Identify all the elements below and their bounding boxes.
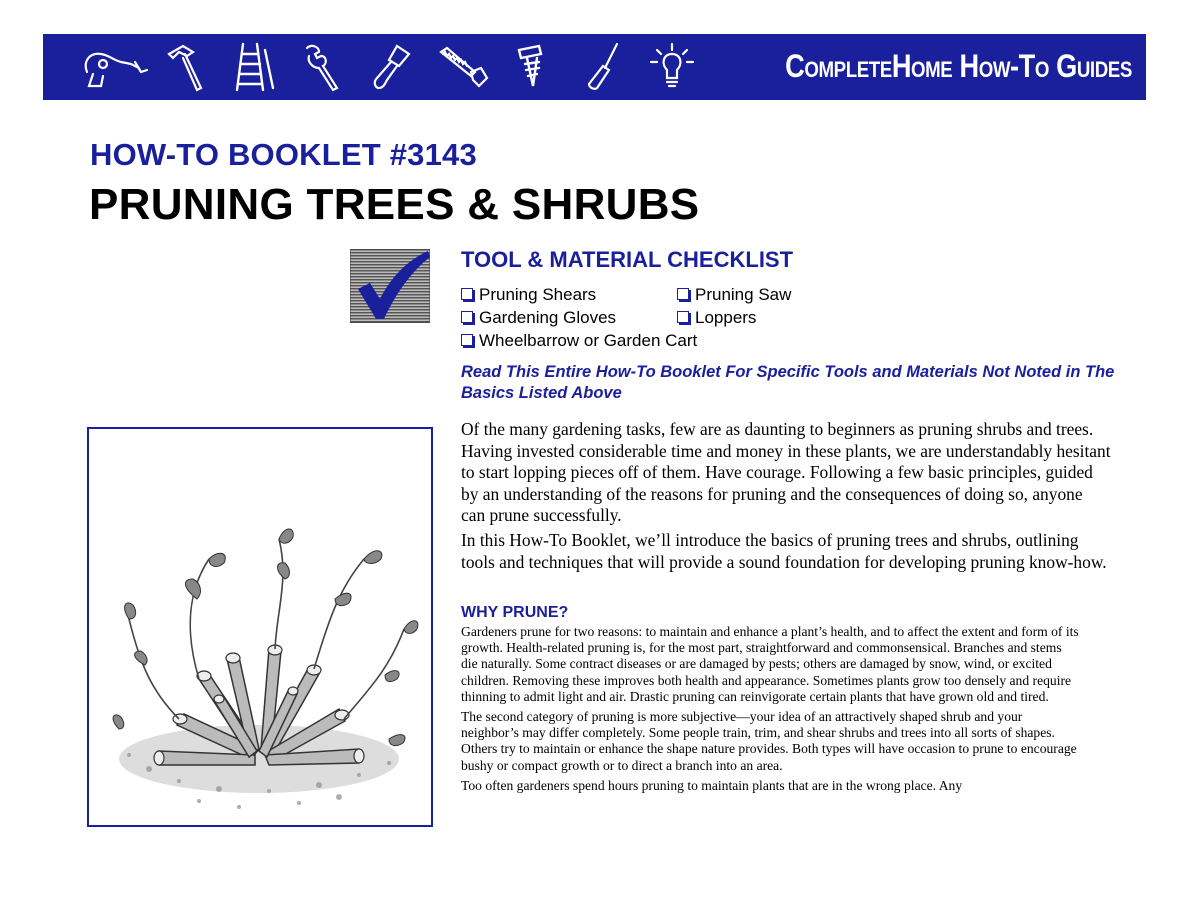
materials-note: Read This Entire How-To Booklet For Specific Tools and Materials Not Noted in The Basics Listed Above xyxy=(461,363,1115,402)
light-bulb-icon xyxy=(645,42,699,92)
checkbox-icon[interactable] xyxy=(461,288,473,300)
checkbox-icon[interactable] xyxy=(677,288,689,300)
booklet-number: HOW-TO BOOKLET #3143 xyxy=(90,137,477,172)
screwdriver-icon xyxy=(581,42,625,92)
checkbox-icon[interactable] xyxy=(461,334,473,346)
header-banner xyxy=(43,34,1146,100)
paintbrush-icon xyxy=(369,42,413,92)
checklist-title: TOOL & MATERIAL CHECKLIST xyxy=(461,247,794,272)
checklist-item-label: Pruning Shears xyxy=(479,285,597,304)
banner-title: CompleteHome How-To Guides xyxy=(785,48,1132,84)
checklist-item[interactable] xyxy=(461,329,697,352)
why-prune-text xyxy=(461,624,1081,798)
checklist-item[interactable] xyxy=(461,306,616,329)
checkmark-icon xyxy=(350,249,430,323)
illustration-frame xyxy=(87,427,433,827)
checklist-item-label: Wheelbarrow or Garden Cart xyxy=(479,331,698,350)
saw-icon xyxy=(437,42,491,92)
checklist-item-label: Gardening Gloves xyxy=(479,308,617,327)
checkbox-icon[interactable] xyxy=(461,311,473,323)
hand-drill-icon xyxy=(79,42,153,92)
intro-paragraph: In this How-To Booklet, we’ll introduce the basics of pruning trees and shrubs, outlining tools and techniques that will provide a sound foundation for developing pruning know-how. xyxy=(461,529,1107,572)
pruned-shrub-illustration xyxy=(89,429,431,825)
body-paragraph: Too often gardeners spend hours pruning to maintain plants that are in the wrong place. Any xyxy=(461,777,963,793)
page-title: PRUNING TREES & SHRUBS xyxy=(89,180,700,229)
hammer-icon xyxy=(165,42,209,92)
checklist-item-label: Loppers xyxy=(695,308,757,327)
intro-paragraph: Of the many gardening tasks, few are as daunting to beginners as pruning shrubs and trees. Having invested considerable time and money in these plants, we are understandably hesitant to start lopping pieces off of them. Have courage. Following a few basic principles, guided by an understanding of the reasons for pruning and the consequences of doing so, anyone can prune successfully. xyxy=(461,419,1111,526)
wrench-icon xyxy=(301,42,345,92)
screw-icon xyxy=(511,42,555,92)
body-paragraph: The second category of pruning is more subjective—your idea of an attractively shaped shrub and your neighbor’s may differ completely. Some people train, trim, and shear shrubs and trees into all sorts of shapes. Others try to maintain or enhance the shape nature provides. Both types will have occasion to prune to encourage bushy or compact growth or to direct a branch into an area. xyxy=(461,709,1077,773)
body-paragraph: Gardeners prune for two reasons: to maintain and enhance a plant’s health, and to affect the extent and form of its growth. Health-related pruning is, for the most part, straightforward and commonsensical. Branches and stems die naturally. Some contract diseases or are damaged by pests; others are damaged by snow, wind, or excited children. Removing these improves both health and appearance. Sometimes plants grow too densely and require thinning to admit light and air. Drastic pruning can reinvigorate certain plants that have grown old and tired. xyxy=(461,624,1079,704)
ladder-icon xyxy=(233,42,277,92)
section-heading: WHY PRUNE? xyxy=(461,604,569,621)
checklist-item[interactable] xyxy=(677,306,756,329)
intro-text xyxy=(461,419,1111,576)
checklist-item[interactable] xyxy=(461,283,596,306)
checklist-item-label: Pruning Saw xyxy=(695,285,792,304)
checkbox-icon[interactable] xyxy=(677,311,689,323)
checklist-item[interactable] xyxy=(677,283,791,306)
